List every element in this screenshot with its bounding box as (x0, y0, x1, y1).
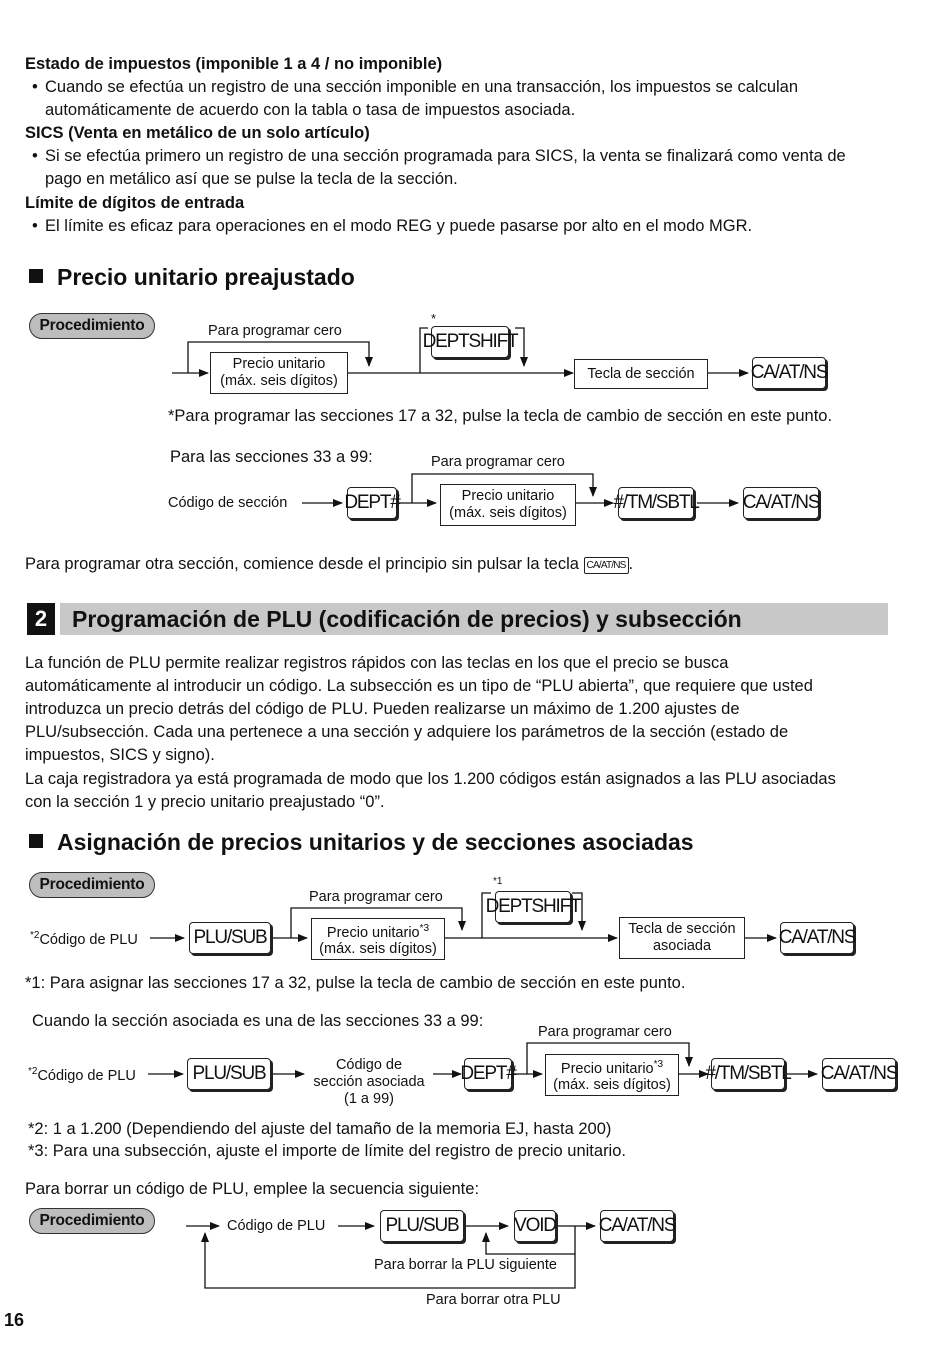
plu-paragraph-line4: PLU/subsección. Cada una pertenece a una sección y adquiere los parámetros de la sección (estado de (25, 723, 789, 741)
unit-price-text: Precio unitario (326, 924, 420, 941)
footnote-ref-2: *2 (30, 930, 40, 941)
plu-paragraph-line2: automáticamente al introducir un código. La subsección es un tipo de “PLU abierta”, que requiere que usted (25, 677, 813, 695)
ca-at-ns-key[interactable]: CA/AT/NS (780, 922, 854, 954)
footnote-2: *2: 1 a 1.200 (Dependiendo del ajuste del tamaño de la memoria EJ, hasta 200) (28, 1120, 612, 1138)
shift-note: *Para programar las secciones 17 a 32, pulse la tecla de cambio de sección en este punto. (168, 407, 833, 425)
plu-paragraph-line5: impuestos, SICS y signo). (25, 746, 215, 764)
asterisk-mark: * (431, 311, 437, 326)
unit-price-line1 (561, 1056, 663, 1078)
period: . (628, 555, 634, 573)
associated-dept-code-line2: sección asociada (313, 1074, 425, 1090)
plu-sub-key[interactable]: PLU/SUB (380, 1210, 464, 1242)
unit-price-line1 (327, 920, 429, 942)
program-zero-label: Para programar cero (431, 454, 565, 470)
digit-limit-text: El límite es eficaz para operaciones en el modo REG y puede pasarse por alto en el modo MGR. (45, 217, 753, 235)
program-zero-label: Para programar cero (309, 889, 443, 905)
plu-paragraph-line6: La caja registradora ya está programada de modo que los 1.200 códigos están asignados a las PLU asociadas (25, 770, 836, 788)
plu-code-label (30, 930, 138, 948)
unit-price-line2: (máx. seis dígitos) (553, 1077, 671, 1094)
associated-dept-line2: asociada (652, 938, 712, 954)
void-key[interactable]: VOID (514, 1210, 556, 1242)
ca-at-ns-key[interactable]: CA/AT/NS (752, 357, 826, 389)
ca-at-ns-key[interactable]: CA/AT/NS (743, 487, 819, 519)
delete-next-plu-label: Para borrar la PLU siguiente (374, 1257, 557, 1273)
square-bullet-icon (29, 834, 43, 848)
footnote-ref-1: *1 (493, 876, 503, 887)
plu-code-text: Código de PLU (39, 931, 138, 948)
footnote-ref-3: *3 (419, 922, 430, 934)
plu-paragraph-line3: introduzca un precio detrás del código de PLU. Pueden realizarse un máximo de 1.200 ajustes de (25, 700, 740, 718)
plu-code-label (28, 1066, 136, 1084)
associated-dept-key-box (619, 917, 745, 959)
associated-dept-code-line1: Código de (335, 1057, 403, 1073)
program-zero-label: Para programar cero (208, 323, 342, 339)
program-another-text (25, 553, 633, 576)
ca-at-ns-key[interactable]: CA/AT/NS (600, 1210, 674, 1242)
section-heading-assign (29, 829, 694, 856)
plu-code-text: Código de PLU (37, 1067, 136, 1084)
deptshift-key[interactable]: DEPTSHIFT (431, 326, 509, 358)
unit-price-line1: Precio unitario (232, 356, 326, 372)
department-key-label: Tecla de sección (587, 365, 695, 382)
plu-paragraph-line1: La función de PLU permite realizar registros rápidos con las teclas en los que el precio se busca (25, 654, 729, 672)
ca-at-ns-key[interactable]: CA/AT/NS (822, 1058, 896, 1090)
section-title: Precio unitario preajustado (57, 264, 355, 290)
bullet-mark: • (32, 217, 38, 235)
tm-sbtl-key[interactable]: #/TM/SBTL (618, 487, 694, 519)
dept-hash-key[interactable]: DEPT# (464, 1058, 512, 1090)
delete-plu-intro: Para borrar un código de PLU, emplee la secuencia siguiente: (25, 1180, 480, 1198)
procedure-label: Procedimiento (29, 872, 155, 898)
dept-code-label: Código de sección (168, 495, 288, 511)
associated-dept-code-line3: (1 a 99) (344, 1091, 394, 1107)
footnote-1: *1: Para asignar las secciones 17 a 32, pulse la tecla de cambio de sección en este punto. (25, 974, 686, 992)
department-key-box (574, 359, 708, 389)
section-title: Asignación de precios unitarios y de secciones asociadas (57, 829, 694, 855)
tax-text-line1: Cuando se efectúa un registro de una sección imponible en una transacción, los impuestos se calculan (45, 78, 799, 96)
deptshift-key[interactable]: DEPTSHIFT (495, 891, 571, 923)
procedure-label: Procedimiento (29, 1208, 155, 1234)
sections-33-99-heading: Para las secciones 33 a 99: (170, 448, 373, 466)
bullet-mark: • (32, 147, 38, 165)
sections-33-99-heading: Cuando la sección asociada es una de las secciones 33 a 99: (32, 1012, 484, 1030)
plu-paragraph-line7: con la sección 1 y precio unitario preajustado “0”. (25, 793, 385, 811)
plu-sub-key[interactable]: PLU/SUB (189, 922, 271, 954)
heading-tax-status: Estado de impuestos (imponible 1 a 4 / no imponible) (25, 55, 443, 73)
footnote-ref-2: *2 (28, 1066, 38, 1077)
program-another-text-body: Para programar otra sección, comience desde el principio sin pulsar la tecla (25, 555, 579, 573)
unit-price-line2: (máx. seis dígitos) (319, 941, 437, 958)
unit-price-text: Precio unitario (560, 1060, 654, 1077)
dept-hash-key[interactable]: DEPT# (347, 487, 397, 519)
associated-dept-code (305, 1057, 433, 1108)
program-zero-label: Para programar cero (538, 1024, 672, 1040)
unit-price-box (210, 352, 348, 394)
unit-price-line2: (máx. seis dígitos) (449, 505, 567, 521)
section-banner-title: Programación de PLU (codificación de precios) y subsección (72, 606, 742, 632)
unit-price-box (440, 484, 576, 526)
associated-dept-line1: Tecla de sección (628, 921, 736, 937)
section-number-badge: 2 (27, 603, 55, 635)
unit-price-box (545, 1054, 679, 1096)
plu-sub-key[interactable]: PLU/SUB (187, 1058, 271, 1090)
heading-sics: SICS (Venta en metálico de un solo artículo) (25, 124, 370, 142)
footnote-ref-3: *3 (653, 1058, 664, 1070)
ca-at-ns-inline-key: CA/AT/NS (584, 557, 629, 574)
unit-price-line2: (máx. seis dígitos) (220, 373, 338, 389)
plu-code-label: Código de PLU (227, 1218, 326, 1234)
footnote-3: *3: Para una subsección, ajuste el importe de límite del registro de precio unitario. (28, 1142, 626, 1160)
tax-text-line2: automáticamente de acuerdo con la tabla o tasa de impuestos asociada. (45, 101, 576, 119)
bullet-mark: • (32, 78, 38, 96)
sics-text-line1: Si se efectúa primero un registro de una sección programada para SICS, la venta se finalizará como venta de (45, 147, 846, 165)
heading-digit-limit: Límite de dígitos de entrada (25, 194, 245, 212)
unit-price-box (311, 918, 445, 960)
procedure-label: Procedimiento (29, 313, 155, 339)
page-number: 16 (4, 1310, 25, 1330)
sics-text-line2: pago en metálico así que se pulse la tecla de la sección. (45, 170, 458, 188)
delete-other-plu-label: Para borrar otra PLU (426, 1292, 561, 1308)
unit-price-line1: Precio unitario (461, 488, 555, 504)
tm-sbtl-key[interactable]: #/TM/SBTL (711, 1058, 785, 1090)
